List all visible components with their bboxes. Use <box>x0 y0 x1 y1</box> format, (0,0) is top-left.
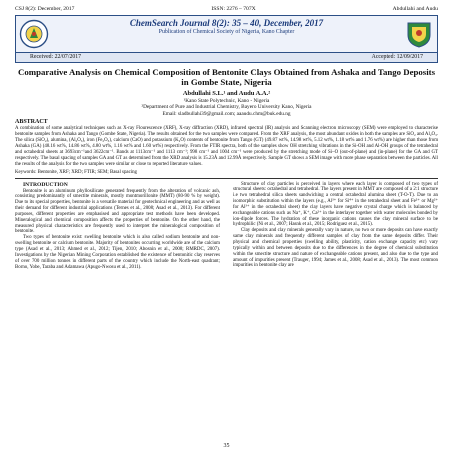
affiliation-1: ¹Kano State Polytechnic, Kano - Nigeria <box>183 98 270 104</box>
introduction-heading: INTRODUCTION <box>23 181 68 188</box>
author-names: Abdullahi S.L.¹ and Audu A.A.² <box>182 90 271 97</box>
publisher-line: Publication of Chemical Society of Nigeria, Kano Chapter <box>158 29 295 35</box>
banner-center <box>56 18 397 36</box>
paragraph: Structure of clay particles is perceived in layers where each layer is composed of two types of structural sheets: octahedral and tetrahedral. The layers present in MMT are composed of a 2:1 structure i.e two tetrahedral silica sheets sandwiching a central octahedral alumina sheet (T-O-T). Due to an isomorphic substitution within the layers (e.g., Al³⁺ for Si⁴⁺ in the tetrahedral sheet and Fe²⁺ or Mg²⁺ for Al³⁺ in the octahedral sheet) the clay layers have negative crystal charge which is balanced by exchangeable cations such as Na⁺, K⁺, Ca²⁺ in the interlayer together with water molecules bonded by ion-dipole forces. The hydration of these inorganic cations causes the clay mineral surface to be hydrophilic (Ni et al., 2007; Hasnk et al., 2015; Rodriguez et al., 2015). <box>233 181 438 228</box>
abstract-text: A combination of some analytical techniques such as X-ray Flourescence (XRF), X-ray diffraction (XRD), infrared spectral (IR) analysis and Scanning electron microscopy (SEM) were employed to characterise bentonite samples from Ashaka and Tango (Gombe State, Nigeria). The results obtained for the two samples were compared. From the XRF analysis, the most abundant oxides in both the samples are SiO₂ and Al₂O₃. The silica (SiO₂), alumina, (Al₂O₃), iron (Fe₂O₃), calcium (CaO) and potassium (K₂O) contents of bentonite from Tango (GT) (49.87 wt%, 14.98 wt%, 5.12 wt%, 1.18 wt% and 1.76 wt%) are higher than those from Ashaka (GA) (48.16 wt%, 14.86 wt%, 4.80 wt%, 1.16 wt% and 1.60 wt%) respectively. From the FTIR spectra, both of the samples show OH stretching vibrations in the Si-OH and Al-OH groups of the tetrahedral and octahedral sheets at 3693cm⁻¹and 3622cm⁻¹. Bands at 1113cm⁻¹ and 1113 cm⁻¹; 998 cm⁻¹ and 1004 cm⁻¹ were produced by the stretching mode of Si–O (out-of-plane) and (in-plane) for the GA and GT respectively. The basal spacing of samples GA and GT as determined from the XRD analysis is 15.23Å and 12.99Å respectively. Sample GT shows a SEM image with more phase separation between the particles. All the results of the analysis for the two samples were similar or close to reported literature values. <box>15 126 438 167</box>
paragraph: Two types of bentonite exist: swelling bentonite which is also called sodium bentonite and non-swelling bentonite or calcium bentonite. Majority of bentonites occurring worldwide are of the calcium type (Asad et al., 2013; Ahmed et al., 2012; Tijen, 2010; Abosnin et al., 2008; RMRDC, 2007). Investigations by the Nigerian Mining Corporation established the existence of bentonitic clay reserves of over 700 million tonnes in different parts of the country which include the North-east quadrant; Borno, Yobe, Taraba and Adamawa (Apugo-Nwosu et al., 2011). <box>15 235 220 270</box>
abstract-heading: ABSTRACT <box>15 119 48 126</box>
received-date: Received: 22/07/2017 <box>30 54 82 60</box>
running-header <box>15 6 438 13</box>
dates-bar <box>15 53 438 63</box>
society-logo-icon <box>19 19 49 49</box>
author-email: Email: sladbullahi39@gmail.com; aaaudu.chm@buk.edu.ng <box>162 110 291 117</box>
section-divider <box>15 178 438 179</box>
paragraph: Bentonite is an aluminum phyllosilicate generated frequently from the alteration of volcanic ash, consisting predominantly of smectite minerals, mostly montmorillonite (MMT) (80-90 % by weight). Due to its special properties, bentonite is a versatile material for geotechnical engineering and as well as their demand for different industrial applications (Ternes et al., 2008; Asad et al., 2013). For different purposes, different properties are emphasised and appropriate test methods have been developed. Mineralogical and chemical composition affects the properties of bentonite. On the other hand, the measured physical characteristics are frequently used to interpret the mineralogical composition of bentonite. <box>15 188 220 235</box>
left-column <box>15 182 220 271</box>
accepted-date: Accepted: 12/09/2017 <box>371 54 423 60</box>
page-number: 35 <box>223 443 230 449</box>
header-left: CSJ 8(2): December, 2017 <box>15 6 75 12</box>
journal-banner <box>15 15 438 53</box>
paragraph: Clay deposits and clay minerals generally vary in nature, no two or more deposits can have exactly same clay minerals and frequently different samples of clay from the same deposits differ. Their physical and chemical properties (swelling ability, plasticity, cation exchange capacity etc) vary typically within and between deposits due to the differences in the degree of chemical substitution within the smectite structure and nature of exchangeable cations present, and also due to the type and amount of impurities present (Trauger, 1994; James et al., 2008; Asad et al., 2013). The most common impurities in bentonite clay are <box>233 228 438 269</box>
university-crest-icon <box>404 19 434 49</box>
affiliation-2: ²Department of Pure and Industrial Chemistry, Bayero University Kano, Nigeria <box>141 104 312 111</box>
right-column <box>233 182 438 271</box>
body-columns <box>15 182 438 271</box>
keywords-line: Keywords: Bentonite, XRF; XRD; FTIR; SEM; Basal spacing <box>15 169 137 175</box>
header-issn: ISSN: 2276 – 707X <box>211 6 256 12</box>
header-authors: Abdullahi and Audu <box>392 6 438 12</box>
article-title: Comparative Analysis on Chemical Composition of Bentonite Clays Obtained from Ashaka and Tango Deposits in Gombe State, Nigeria <box>17 67 435 87</box>
journal-title: ChemSearch Journal 8(2): 35 – 40, December, 2017 <box>129 18 324 28</box>
